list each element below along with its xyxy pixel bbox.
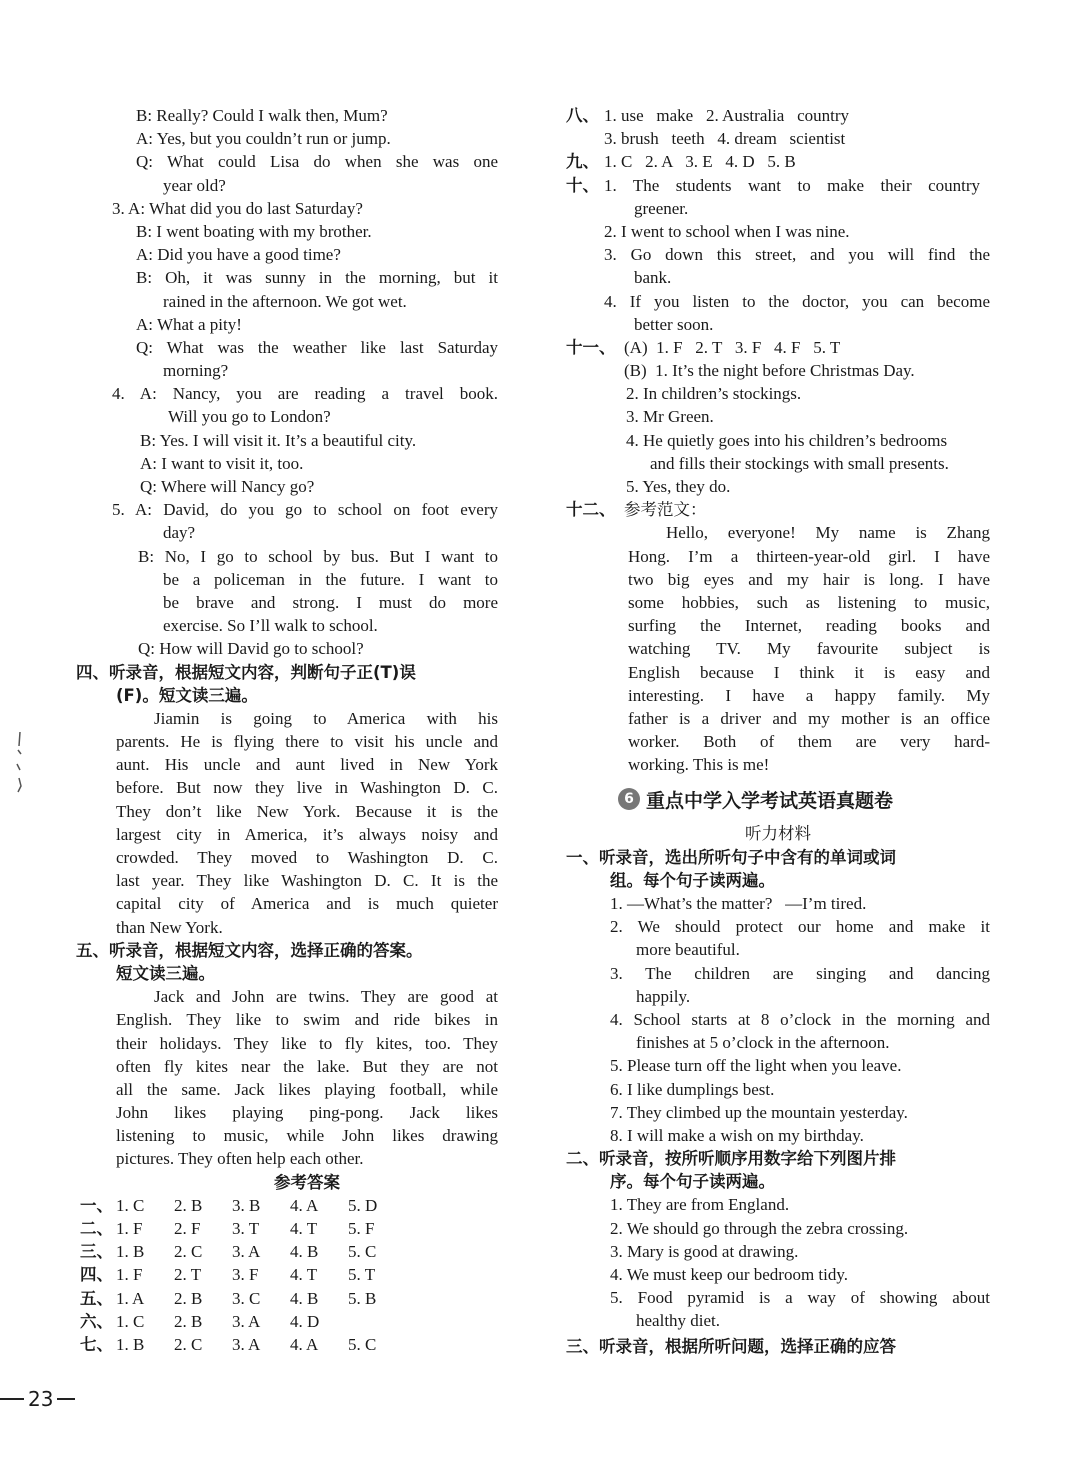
section-label: 四、 bbox=[76, 662, 109, 682]
paper-title-text: 重点中学入学考试英语真题卷 bbox=[646, 789, 894, 812]
listening-line: 7. They climbed up the mountain yesterday. bbox=[610, 1102, 908, 1122]
answer-item: 1. C bbox=[116, 1311, 145, 1331]
answer-row bbox=[80, 1240, 498, 1263]
answer-item: 3. A bbox=[232, 1311, 261, 1331]
answer-text: 1. The students want to make their country bbox=[604, 175, 980, 195]
essay-line: interesting. I have a happy family. My bbox=[628, 685, 990, 705]
section-label: 一、 bbox=[80, 1195, 113, 1215]
answer-item: 4. T bbox=[290, 1265, 318, 1285]
answer-text: bank. bbox=[634, 268, 672, 288]
section-label: 八、 bbox=[566, 106, 599, 125]
passage-line: English. They like to swim and ride bikes in bbox=[116, 1010, 498, 1030]
page-number-text: 23 bbox=[28, 1387, 54, 1411]
answer-item: 1. B bbox=[116, 1334, 145, 1354]
section-label: 二、 bbox=[566, 1149, 599, 1169]
page-number-dash bbox=[57, 1398, 75, 1400]
dialogue-line: A: Yes, but you couldn’t run or jump. bbox=[136, 129, 391, 149]
answer-text: 1. use make 2. Australia country bbox=[604, 106, 850, 125]
dialogue-line: Q: Where will Nancy go? bbox=[140, 477, 315, 496]
answer-item: 5. C bbox=[348, 1242, 377, 1262]
paper-title bbox=[566, 776, 990, 822]
dialogue-line: exercise. So I’ll walk to school. bbox=[163, 616, 378, 636]
passage-line: crowded. They moved to Washington D. C. bbox=[116, 848, 498, 867]
dialogue-line: Q: What was the weather like last Saturday bbox=[136, 337, 498, 357]
answer-row bbox=[566, 174, 990, 197]
essay-line: two big eyes and my hair is long. I have bbox=[628, 569, 990, 589]
answer-item: 4. D bbox=[290, 1311, 320, 1331]
answer-text: better soon. bbox=[634, 314, 714, 334]
listening-line: 5. Please turn off the light when you leave. bbox=[610, 1056, 902, 1076]
essay-line: Hello, everyone! My name is Zhang bbox=[666, 523, 990, 543]
answers-title: 参考答案 bbox=[274, 1172, 340, 1192]
section-heading bbox=[76, 939, 498, 962]
dialogue-line: B: No, I go to school by bus. But I want to bbox=[138, 546, 498, 566]
answer-text: 1. C 2. A 3. E 4. D 5. B bbox=[604, 152, 796, 172]
page-number-dash bbox=[0, 1398, 24, 1400]
answer-item: 5. C bbox=[348, 1334, 377, 1354]
answer-row bbox=[80, 1287, 498, 1310]
section-label: 十、 bbox=[566, 175, 599, 195]
passage-line: than New York. bbox=[116, 917, 223, 937]
listening-line: more beautiful. bbox=[636, 940, 740, 960]
answer-item: 2. T bbox=[174, 1265, 202, 1285]
answer-row bbox=[80, 1263, 498, 1286]
answer-item: 1. A bbox=[116, 1288, 145, 1308]
answer-item: 3. B bbox=[232, 1195, 261, 1215]
section-label: 五、 bbox=[76, 940, 109, 960]
answer-text: 3. brush teeth 4. dream scientist bbox=[604, 129, 846, 149]
listening-line: 8. I will make a wish on my birthday. bbox=[610, 1125, 864, 1145]
passage-line: often fly kites near the lake. But they are not bbox=[116, 1056, 498, 1076]
essay-title: 参考范文： bbox=[624, 500, 707, 520]
section-heading-text: 听录音，根据短文内容，判断句子正(T)误 bbox=[109, 662, 416, 682]
listening-line: 5. Food pyramid is a way of showing about bbox=[610, 1288, 990, 1308]
listening-line: 3. Mary is good at drawing. bbox=[610, 1241, 799, 1261]
right-column bbox=[566, 104, 990, 1358]
answer-text: 4. He quietly goes into his children’s bedrooms bbox=[626, 430, 948, 450]
essay-line: father is a driver and my mother is an office bbox=[628, 708, 990, 728]
answer-text: and fills their stockings with small presents. bbox=[650, 453, 949, 473]
section-label: 一、 bbox=[566, 847, 599, 867]
answer-text: 5. Yes, they do. bbox=[626, 477, 731, 496]
passage-line: listening to music, while John likes drawing bbox=[116, 1126, 498, 1146]
answer-item: 5. D bbox=[348, 1195, 378, 1215]
dialogue-line: 3. A: What did you do last Saturday? bbox=[112, 198, 363, 218]
essay-line: worker. Both of them are very hard- bbox=[628, 732, 990, 752]
dialogue-line: A: Did you have a good time? bbox=[136, 245, 341, 265]
essay-line: watching TV. My favourite subject is bbox=[628, 639, 990, 659]
passage-line: John likes playing ping-pong. Jack likes bbox=[116, 1103, 498, 1123]
section-heading-text: 序。每个句子读两遍。 bbox=[610, 1172, 775, 1192]
passage-line: parents. He is flying there to visit his uncle and bbox=[116, 732, 498, 752]
listening-line: 2. We should protect our home and make it bbox=[610, 917, 990, 937]
section-label: 十一、 bbox=[566, 337, 616, 357]
answer-item: 2. B bbox=[174, 1311, 203, 1331]
answer-text: 3. Mr Green. bbox=[626, 407, 714, 427]
dialogue-line: B: I went boating with my brother. bbox=[136, 221, 372, 241]
section-heading bbox=[566, 1335, 990, 1358]
listening-line: 1. —What’s the matter? —I’m tired. bbox=[610, 894, 867, 913]
answer-item: 3. T bbox=[232, 1219, 260, 1238]
essay-line: English because I think it is easy and bbox=[628, 662, 990, 682]
listening-line: 1. They are from England. bbox=[610, 1195, 790, 1215]
listening-title: 听力材料 bbox=[745, 824, 811, 844]
section-heading-text: 听录音，选出所听句子中含有的单词或词 bbox=[599, 847, 896, 867]
section-label: 三、 bbox=[566, 1336, 599, 1356]
dialogue-line: rained in the afternoon. We got wet. bbox=[163, 291, 407, 311]
dialogue-line: 5. A: David, do you go to school on foot every bbox=[112, 500, 498, 520]
section-label: 四、 bbox=[80, 1265, 113, 1285]
answer-text: (A) 1. F 2. T 3. F 4. F 5. T bbox=[624, 337, 841, 357]
answer-item: 4. B bbox=[290, 1242, 319, 1262]
dialogue-line: Will you go to London? bbox=[168, 407, 331, 427]
section-heading-text: 短文读三遍。 bbox=[116, 963, 215, 983]
paper-number-badge: 6 bbox=[618, 788, 640, 810]
passage-line: pictures. They often help each other. bbox=[116, 1149, 364, 1169]
passage-line: aunt. His uncle and aunt lived in New York bbox=[116, 755, 498, 775]
section-heading-text: 组。每个句子读两遍。 bbox=[610, 870, 775, 890]
dialogue-line: A: I want to visit it, too. bbox=[140, 453, 304, 473]
listening-line: 2. We should go through the zebra crossing. bbox=[610, 1218, 909, 1238]
answer-row bbox=[566, 150, 990, 173]
answer-item: 5. T bbox=[348, 1265, 376, 1285]
answer-row bbox=[566, 104, 990, 127]
listening-line: 4. We must keep our bedroom tidy. bbox=[610, 1265, 849, 1284]
listening-line: finishes at 5 o’clock in the afternoon. bbox=[636, 1033, 890, 1053]
listening-line: healthy diet. bbox=[636, 1311, 721, 1331]
section-label: 十二、 bbox=[566, 500, 616, 520]
passage-line: They don’t like New York. Because it is the bbox=[116, 801, 498, 821]
answer-item: 2. F bbox=[174, 1219, 201, 1238]
answer-row bbox=[566, 336, 990, 359]
answer-text: 2. In children’s stockings. bbox=[626, 384, 802, 404]
section-label: 三、 bbox=[80, 1242, 113, 1262]
dialogue-line: B: Oh, it was sunny in the morning, but it bbox=[136, 268, 498, 288]
answer-item: 4. A bbox=[290, 1195, 319, 1215]
passage-line: largest city in America, it’s always noisy and bbox=[116, 824, 498, 844]
dialogue-line: day? bbox=[163, 523, 196, 543]
essay-line: working. This is me! bbox=[628, 755, 770, 775]
answer-key bbox=[80, 1194, 498, 1356]
dialogue-line: B: Yes. I will visit it. It’s a beautiful city. bbox=[140, 430, 417, 450]
passage-line: Jack and John are twins. They are good at bbox=[154, 987, 498, 1007]
section-heading-text: (F)。短文读三遍。 bbox=[116, 685, 258, 705]
answer-item: 4. B bbox=[290, 1288, 319, 1308]
section-label: 五、 bbox=[80, 1288, 113, 1308]
passage-line: all the same. Jack likes playing football, while bbox=[116, 1079, 498, 1099]
section-label: 七、 bbox=[80, 1334, 113, 1354]
dialogue-line: Q: What could Lisa do when she was one bbox=[136, 152, 498, 172]
dialogue-line: 4. A: Nancy, you are reading a travel book. bbox=[112, 384, 498, 404]
answer-item: 1. F bbox=[116, 1265, 143, 1285]
dialogue-line: year old? bbox=[163, 175, 226, 195]
section-label: 六、 bbox=[80, 1311, 113, 1331]
dialogue-line: A: What a pity! bbox=[136, 314, 242, 334]
listening-line: happily. bbox=[636, 986, 691, 1006]
answer-item: 3. A bbox=[232, 1334, 261, 1354]
section-heading-text: 听录音，按所听顺序用数字给下列图片排 bbox=[599, 1149, 896, 1169]
left-column bbox=[76, 104, 498, 1356]
answer-item: 5. B bbox=[348, 1288, 377, 1308]
section-heading-text: 听录音，根据短文内容，选择正确的答案。 bbox=[109, 940, 423, 960]
essay-line: some hobbies, such as listening to music, bbox=[628, 592, 990, 612]
section-heading bbox=[566, 1147, 990, 1170]
margin-scribble bbox=[8, 730, 30, 800]
essay-line: surfing the Internet, reading books and bbox=[628, 616, 990, 636]
passage-line: their holidays. They like to fly kites, too. They bbox=[116, 1033, 498, 1053]
answer-item: 2. C bbox=[174, 1334, 203, 1354]
answer-text: greener. bbox=[634, 198, 689, 218]
answer-row bbox=[80, 1310, 498, 1333]
answer-item: 3. A bbox=[232, 1242, 261, 1262]
answer-item: 2. B bbox=[174, 1195, 203, 1215]
dialogue-line: B: Really? Could I walk then, Mum? bbox=[136, 106, 388, 125]
passage-line: Jiamin is going to America with his bbox=[154, 708, 498, 728]
listening-line: 4. School starts at 8 o’clock in the morning and bbox=[610, 1009, 990, 1029]
answer-item: 4. T bbox=[290, 1219, 318, 1238]
section-heading bbox=[566, 846, 990, 869]
answer-item: 5. F bbox=[348, 1219, 375, 1238]
answer-item: 3. C bbox=[232, 1288, 261, 1308]
answer-item: 1. C bbox=[116, 1195, 145, 1215]
answer-row bbox=[80, 1333, 498, 1356]
answer-item: 2. C bbox=[174, 1242, 203, 1262]
essay-line: Hong. I’m a thirteen-year-old girl. I have bbox=[628, 546, 990, 566]
passage-line: last year. They like Washington D. C. It is the bbox=[116, 871, 498, 891]
section-heading-text: 听录音，根据所听问题，选择正确的应答 bbox=[599, 1336, 896, 1356]
passage-line: before. But now they live in Washington D. C. bbox=[116, 778, 498, 798]
answer-text: (B) 1. It’s the night before Christmas Day. bbox=[624, 361, 915, 381]
dialogue-line: Q: How will David go to school? bbox=[138, 639, 364, 659]
section-label: 九、 bbox=[566, 152, 599, 172]
answer-item: 2. B bbox=[174, 1288, 203, 1308]
answer-row bbox=[566, 498, 990, 521]
answer-text: 2. I went to school when I was nine. bbox=[604, 221, 850, 241]
answer-text: 3. Go down this street, and you will find the bbox=[604, 245, 990, 265]
section-label: 二、 bbox=[80, 1219, 113, 1238]
listening-line: 3. The children are singing and dancing bbox=[610, 963, 990, 983]
dialogue-line: be brave and strong. I must do more bbox=[163, 592, 498, 612]
dialogue-line: be a policeman in the future. I want to bbox=[163, 569, 498, 589]
answer-item: 4. A bbox=[290, 1334, 319, 1354]
listening-line: 6. I like dumplings best. bbox=[610, 1079, 775, 1099]
answer-row bbox=[80, 1217, 498, 1240]
passage-line: capital city of America and is much quieter bbox=[116, 894, 498, 914]
answer-item: 1. F bbox=[116, 1219, 143, 1238]
answer-item: 1. B bbox=[116, 1242, 145, 1262]
page-number bbox=[0, 1384, 79, 1414]
answer-text: 4. If you listen to the doctor, you can become bbox=[604, 291, 990, 311]
dialogue-line: morning? bbox=[163, 361, 229, 381]
section-heading bbox=[76, 661, 498, 684]
answer-item: 3. F bbox=[232, 1265, 259, 1285]
answer-row bbox=[80, 1194, 498, 1217]
